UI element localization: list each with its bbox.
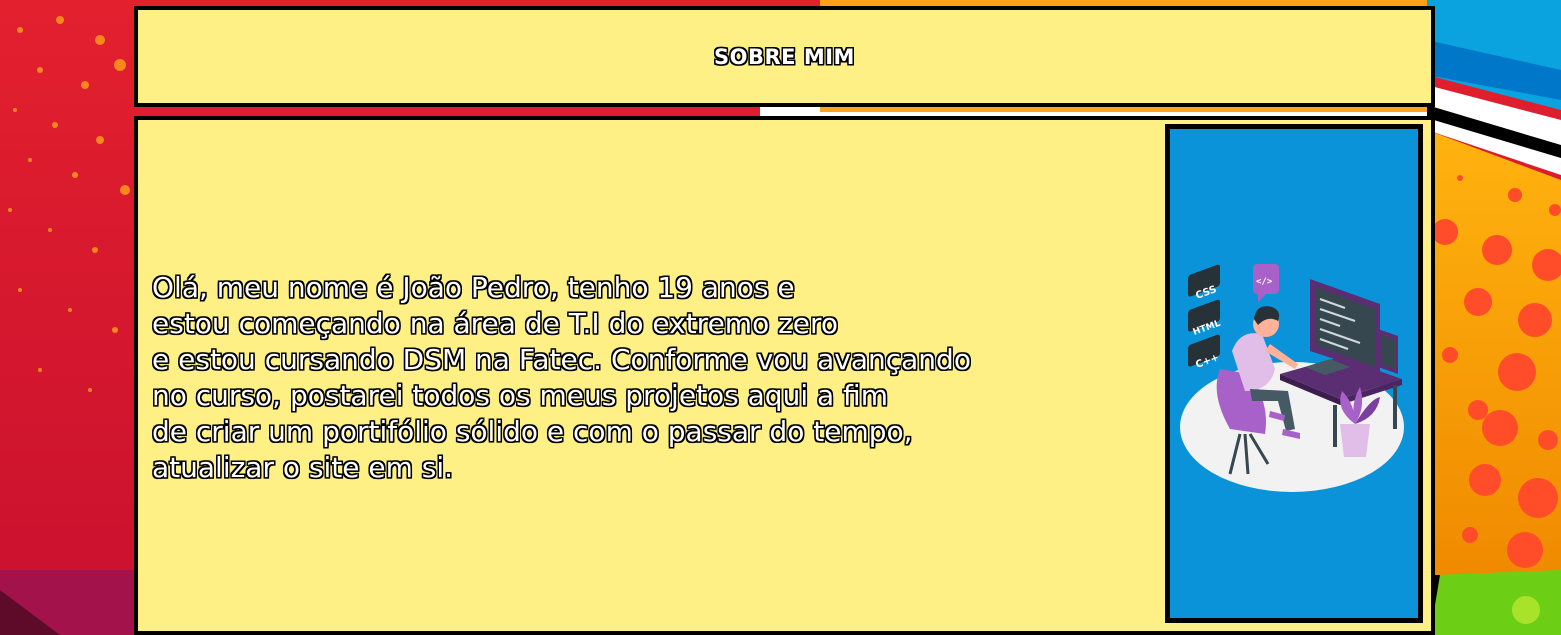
svg-text:HTML: HTML [1191, 318, 1222, 338]
about-line: estou começando na área de T.I do extremo zero [152, 307, 839, 340]
about-line: Olá, meu nome é João Pedro, tenho 19 anos e [152, 271, 795, 304]
about-line: atualizar o site em si. [152, 451, 454, 484]
header-panel [134, 6, 1435, 107]
css-badge [1188, 264, 1220, 302]
page-title: SOBRE MIM [714, 44, 855, 69]
about-text [152, 270, 1072, 486]
about-panel [134, 116, 1435, 635]
code-tag-bubble [1253, 264, 1279, 302]
developer-illustration [1165, 124, 1423, 623]
about-line: de criar um portifólio sólido e com o passar do tempo, [152, 415, 913, 448]
svg-text:</>: </> [1256, 277, 1273, 287]
about-line: no curso, postarei todos os meus projetos aqui a fim [152, 379, 888, 412]
svg-text:C++: C++ [1194, 352, 1221, 371]
svg-text:CSS: CSS [1194, 284, 1219, 302]
html-badge [1188, 299, 1222, 338]
cpp-badge [1188, 334, 1221, 371]
about-line: e estou cursando DSM na Fatec. Conforme vou avançando [152, 343, 971, 376]
developer-at-desk-image [1170, 129, 1418, 618]
